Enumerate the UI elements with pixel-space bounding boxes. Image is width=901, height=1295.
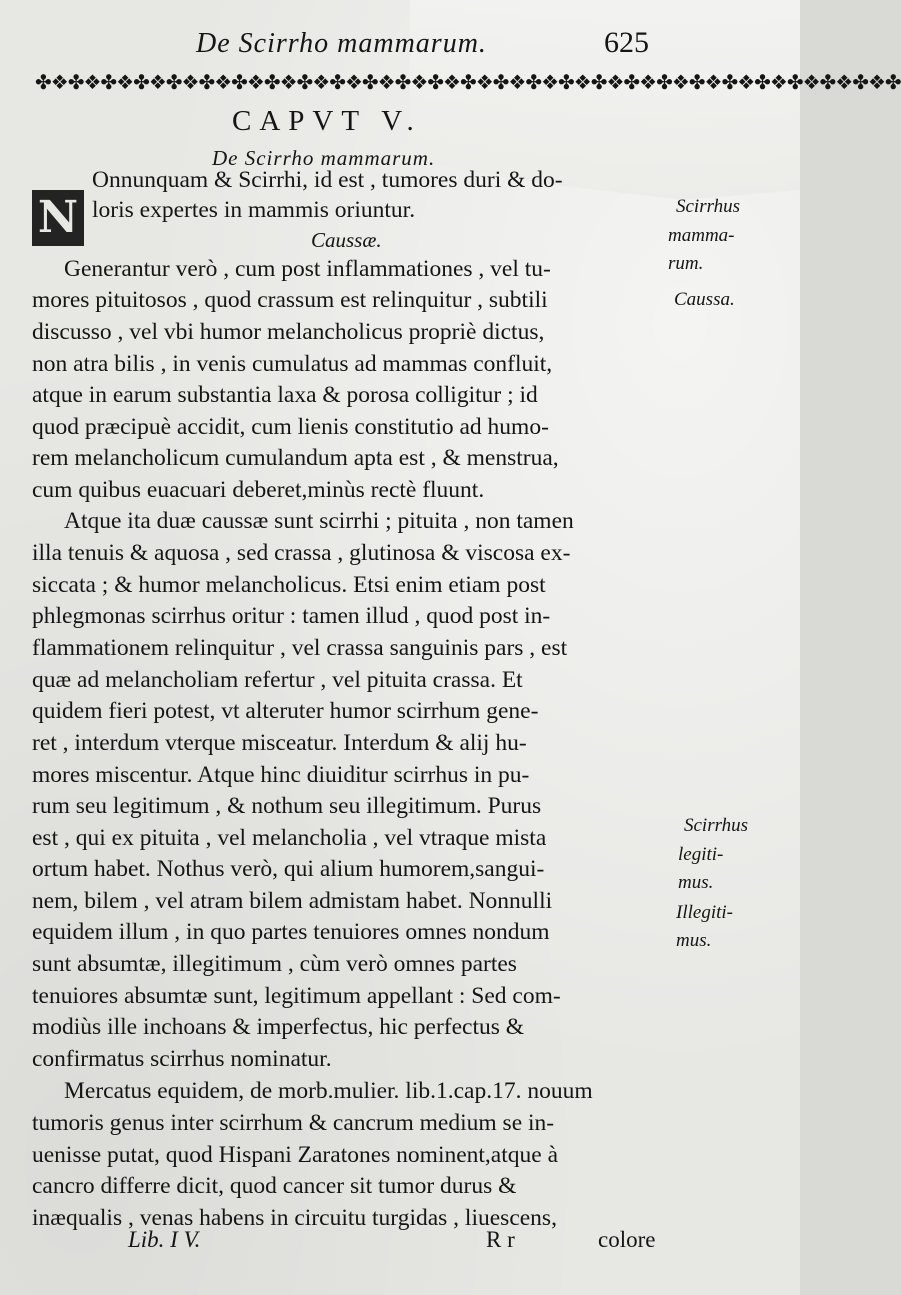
body-line-12: Atque ita duæ caussæ sunt scirrhi ; pituita , non tamen bbox=[64, 508, 574, 534]
body-line-26: sunt absumtæ, illegitimum , cùm verò omnes partes bbox=[32, 951, 517, 977]
footer-right: colore bbox=[598, 1227, 656, 1252]
body-line-32: uenisse putat, quod Hispani Zaratones nominent,atque à bbox=[32, 1142, 559, 1168]
body-line-17: quæ ad melancholiam refertur , vel pituita crassa. Et bbox=[32, 667, 523, 693]
body-line-22: est , qui ex pituita , vel melancholia , vel vtraque mista bbox=[32, 825, 547, 851]
ornament-border: ✤❖✤❖✤❖✤❖✤❖✤❖✤❖✤❖✤❖✤❖✤❖✤❖✤❖✤❖✤❖✤❖✤❖✤❖✤❖✤❖✤❖✤❖✤❖✤❖✤❖✤❖✤ bbox=[35, 70, 901, 94]
body-line-20: mores miscentur. Atque hinc diuiditur scirrhus in pu- bbox=[32, 762, 530, 788]
body-line-13: illa tenuis & aquosa , sed crassa , glutinosa & viscosa ex- bbox=[32, 540, 571, 566]
body-line-31: tumoris genus inter scirrhum & cancrum medium se in- bbox=[32, 1110, 555, 1136]
body-line-30: Mercatus equidem, de morb.mulier. lib.1.cap.17. nouum bbox=[64, 1078, 593, 1104]
margin-note-7: mus. bbox=[678, 872, 714, 893]
body-line-28: modiùs ille inchoans & imperfectus, hic perfectus & bbox=[32, 1014, 525, 1040]
dropcap-letter: N bbox=[32, 190, 84, 246]
body-line-9: quod præcipuè accidit, cum lienis constitutio ad humo- bbox=[32, 414, 549, 440]
body-line-5: mores pituitosos , quod crassum est relinquitur , subtili bbox=[32, 287, 548, 313]
body-line-6: discusso , vel vbi humor melancholicus propriè dictus, bbox=[32, 319, 545, 345]
body-line-15: phlegmonas scirrhus oritur : tamen illud , quod post in- bbox=[32, 603, 551, 629]
footer-center: R r bbox=[486, 1227, 515, 1252]
body-line-27: tenuiores absumtæ sunt, legitimum appellant : Sed com- bbox=[32, 983, 561, 1009]
body-line-14: siccata ; & humor melancholicus. Etsi enim etiam post bbox=[32, 572, 546, 598]
body-line-1: Onnunquam & Scirrhi, id est , tumores duri & do- bbox=[92, 167, 563, 193]
footer-left: Lib. I V. bbox=[128, 1227, 201, 1252]
body-line-2: loris expertes in mammis oriuntur. bbox=[92, 197, 416, 223]
body-line-8: atque in earum substantia laxa & porosa colligitur ; id bbox=[32, 382, 538, 408]
section-heading-caussae: Caussæ. bbox=[311, 228, 382, 252]
body-line-21: rum seu legitimum , & nothum seu illegitimum. Purus bbox=[32, 793, 542, 819]
margin-note-9: mus. bbox=[676, 930, 712, 951]
margin-note-5: Scirrhus bbox=[684, 815, 749, 836]
margin-note-1: Scirrhus bbox=[676, 196, 741, 217]
chapter-title: CAPVT V. bbox=[232, 105, 422, 137]
body-line-23: ortum habet. Nothus verò, qui alium humorem,sangui- bbox=[32, 856, 545, 882]
body-line-24: nem, bilem , vel atram bilem admistam habet. Nonnulli bbox=[32, 888, 553, 914]
body-line-25: equidem illum , in quo partes tenuiores omnes nondum bbox=[32, 919, 550, 945]
body-line-16: flammationem relinquitur , vel crassa sanguinis pars , est bbox=[32, 635, 568, 661]
page-number: 625 bbox=[604, 26, 649, 59]
body-line-7: non atra bilis , in venis cumulatus ad mammas confluit, bbox=[32, 351, 553, 377]
running-head: De Scirrho mammarum. bbox=[196, 28, 487, 59]
body-line-4: Generantur verò , cum post inflammationes , vel tu- bbox=[64, 256, 551, 282]
body-line-29: confirmatus scirrhus nominatur. bbox=[32, 1046, 332, 1072]
margin-note-6: legiti- bbox=[678, 844, 724, 865]
margin-note-4: Caussa. bbox=[674, 289, 735, 310]
chapter-subtitle: De Scirrho mammarum. bbox=[212, 146, 436, 170]
body-line-19: ret , interdum vterque misceatur. Interdum & alij hu- bbox=[32, 730, 527, 756]
body-line-10: rem melancholicum cumulandum apta est , & menstrua, bbox=[32, 445, 559, 471]
body-line-11: cum quibus euacuari deberet,minùs rectè fluunt. bbox=[32, 477, 485, 503]
margin-note-2: mamma- bbox=[668, 225, 735, 246]
body-line-33: cancro differre dicit, quod cancer sit tumor durus & bbox=[32, 1173, 517, 1199]
margin-note-3: rum. bbox=[668, 253, 704, 274]
body-line-34: inæqualis , venas habens in circuitu turgidas , liuescens, bbox=[32, 1205, 557, 1231]
body-line-18: quidem fieri potest, vt alteruter humor scirrhum gene- bbox=[32, 698, 539, 724]
margin-note-8: Illegiti- bbox=[676, 902, 733, 923]
